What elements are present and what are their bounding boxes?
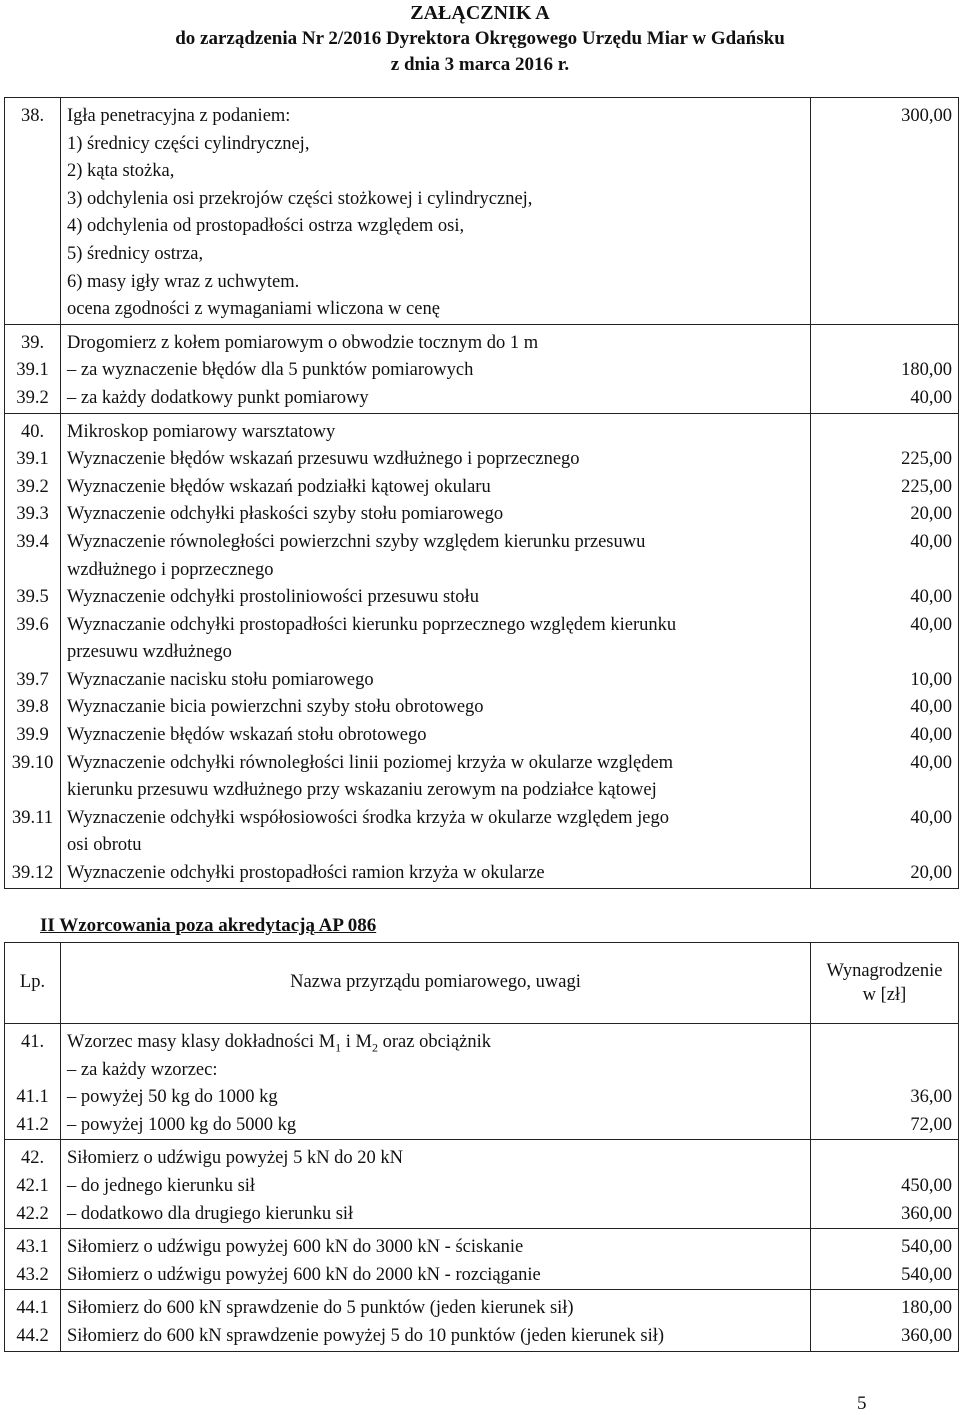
lp-line: 43.1 xyxy=(16,1237,49,1258)
lp-line: 38. xyxy=(20,106,45,126)
lp-line: 41. xyxy=(20,1032,45,1052)
desc-line xyxy=(67,1029,804,1057)
fee-line: 40,00 xyxy=(910,387,952,408)
cell-lp xyxy=(5,1024,61,1140)
desc-line: – za każdy dodatkowy punkt pomiarowy xyxy=(67,387,369,408)
cell-fee xyxy=(811,413,959,888)
desc-line: Igła penetracyjna z podaniem: xyxy=(67,106,291,126)
fee-line: 40,00 xyxy=(910,752,952,773)
desc-line: Siłomierz do 600 kN sprawdzenie powyżej 5 do 10 punktów (jeden kierunek sił) xyxy=(67,1325,665,1346)
desc-line: Wyznaczenie równoległości powierzchni szyby względem kierunku przesuwu xyxy=(67,531,646,552)
fee-line: 225,00 xyxy=(901,476,952,497)
desc-line: Wyznaczanie nacisku stołu pomiarowego xyxy=(67,669,374,690)
fee-line: 20,00 xyxy=(910,863,952,884)
desc-sub: 1 xyxy=(335,1040,342,1055)
fee-line: 36,00 xyxy=(910,1087,952,1108)
lp-line: 41.2 xyxy=(16,1114,49,1135)
desc-line: – za wyznaczenie błędów dla 5 punktów pomiarowych xyxy=(67,360,474,381)
lp-line: 41.1 xyxy=(16,1087,49,1108)
desc-line: kierunku przesuwu wzdłużnego przy wskazaniu zerowym na podziałce kątowej xyxy=(67,780,657,801)
cell-lp xyxy=(5,98,61,325)
lp-line: 39.2 xyxy=(16,387,49,408)
fee-line xyxy=(817,557,952,585)
lp-line: 44.1 xyxy=(16,1298,49,1319)
desc-line: – powyżej 50 kg do 1000 kg xyxy=(67,1087,278,1108)
desc-line: Siłomierz o udźwigu powyżej 600 kN do 3000 kN - ściskanie xyxy=(67,1237,524,1258)
desc-line: 4) odchylenia od prostopadłości ostrza względem osi, xyxy=(67,216,465,237)
desc-line: Wyznaczanie odchyłki prostopadłości kierunku poprzecznego względem kierunku xyxy=(67,614,677,635)
cell-description xyxy=(61,413,811,888)
desc-line: – do jednego kierunku sił xyxy=(67,1175,256,1196)
desc-line: Wyznaczanie bicia powierzchni szyby stołu obrotowego xyxy=(67,697,484,718)
fee-line: 540,00 xyxy=(901,1237,952,1258)
desc-line: Wyznaczenie błędów wskazań stołu obrotowego xyxy=(67,725,427,746)
fee-line: 540,00 xyxy=(901,1264,952,1285)
column-header-fee-line2: w [zł] xyxy=(862,985,907,1005)
cell-fee xyxy=(811,98,959,325)
desc-line: – dodatkowo dla drugiego kierunku sił xyxy=(67,1203,354,1224)
document-header xyxy=(0,0,960,78)
lp-line: 42. xyxy=(20,1148,45,1169)
lp-line: 39.4 xyxy=(16,531,49,552)
fee-line xyxy=(817,330,952,358)
lp-line: 39.5 xyxy=(16,587,49,608)
desc-text: i M xyxy=(341,1032,373,1052)
desc-line: Siłomierz o udźwigu powyżej 5 kN do 20 kN xyxy=(67,1148,404,1169)
column-header-fee xyxy=(811,943,959,1024)
cell-fee xyxy=(811,1140,959,1229)
desc-line: 2) kąta stożka, xyxy=(67,161,175,182)
cell-fee xyxy=(811,1290,959,1351)
table-row xyxy=(5,324,959,413)
cell-description xyxy=(61,1140,811,1229)
lp-line: 39.10 xyxy=(11,752,54,773)
fee-line xyxy=(817,1057,952,1085)
fee-line: 10,00 xyxy=(910,669,952,690)
fee-line: 225,00 xyxy=(901,449,952,470)
fee-line: 180,00 xyxy=(901,360,952,381)
desc-line: – powyżej 1000 kg do 5000 kg xyxy=(67,1114,297,1135)
lp-line: 39.8 xyxy=(16,697,49,718)
cell-description xyxy=(61,98,811,325)
lp-line: 39.11 xyxy=(12,807,53,828)
desc-line: osi obrotu xyxy=(67,835,142,856)
cell-lp xyxy=(5,1229,61,1290)
fee-line: 40,00 xyxy=(910,807,952,828)
lp-line: 42.1 xyxy=(16,1175,49,1196)
cell-lp xyxy=(5,324,61,413)
lp-line: 40. xyxy=(20,421,45,442)
desc-line: Wyznaczenie odchyłki współosiowości środka krzyża w okularze względem jego xyxy=(67,807,669,828)
desc-line: Wyznaczenie błędów wskazań podziałki kątowej okularu xyxy=(67,476,491,497)
fee-line: 40,00 xyxy=(910,697,952,718)
fee-line: 360,00 xyxy=(901,1325,952,1346)
lp-line: 39.2 xyxy=(16,476,49,497)
desc-line: – za każdy wzorzec: xyxy=(67,1059,218,1080)
fee-line: 20,00 xyxy=(910,504,952,525)
fee-line: 360,00 xyxy=(901,1203,952,1224)
lp-line: 39.12 xyxy=(11,863,54,884)
desc-sub: 2 xyxy=(372,1040,379,1055)
column-header-fee-line1: Wynagrodzenie xyxy=(826,961,943,981)
desc-line: Mikroskop pomiarowy warsztatowy xyxy=(67,421,336,442)
annex-title: ZAŁĄCZNIK A xyxy=(410,2,550,24)
fee-line: 300,00 xyxy=(901,106,952,126)
desc-line: 1) średnicy części cylindrycznej, xyxy=(67,133,310,154)
lp-line: 39.1 xyxy=(16,360,49,381)
lp-line xyxy=(11,639,54,667)
fee-line: 450,00 xyxy=(901,1175,952,1196)
desc-line: Wyznaczenie błędów wskazań przesuwu wzdłużnego i poprzecznego xyxy=(67,449,580,470)
desc-line: 3) odchylenia osi przekrojów części stożkowej i cylindrycznej, xyxy=(67,188,533,209)
fee-line xyxy=(817,1029,952,1057)
page-number: 5 xyxy=(857,1393,867,1414)
cell-description xyxy=(61,1229,811,1290)
cell-fee xyxy=(811,1229,959,1290)
desc-line: Wyznaczenie odchyłki prostopadłości ramion krzyża w okularze xyxy=(67,863,545,884)
lp-line: 43.2 xyxy=(16,1264,49,1285)
desc-line: wzdłużnego i poprzecznego xyxy=(67,559,274,580)
annex-subtitle: do zarządzenia Nr 2/2016 Dyrektora Okręgowego Urzędu Miar w Gdańsku xyxy=(175,28,785,49)
lp-line: 39.1 xyxy=(16,449,49,470)
fee-line: 40,00 xyxy=(910,614,952,635)
fee-line xyxy=(817,777,952,805)
table-row xyxy=(5,1290,959,1351)
desc-line: Drogomierz z kołem pomiarowym o obwodzie tocznym do 1 m xyxy=(67,332,539,353)
cell-description xyxy=(61,1290,811,1351)
desc-line: Siłomierz do 600 kN sprawdzenie do 5 punktów (jeden kierunek sił) xyxy=(67,1298,574,1319)
fee-line: 40,00 xyxy=(910,725,952,746)
desc-line: 5) średnicy ostrza, xyxy=(67,243,204,264)
lp-line: 44.2 xyxy=(16,1325,49,1346)
desc-line: ocena zgodności z wymaganiami wliczona w cenę xyxy=(67,299,440,320)
cell-fee xyxy=(811,324,959,413)
fee-line xyxy=(817,419,952,447)
fee-line xyxy=(817,639,952,667)
table-row xyxy=(5,1229,959,1290)
lp-line xyxy=(11,1057,54,1085)
cell-lp xyxy=(5,413,61,888)
table-row xyxy=(5,413,959,888)
lp-line: 39.6 xyxy=(16,614,49,635)
table-row xyxy=(5,1140,959,1229)
cell-fee xyxy=(811,1024,959,1140)
desc-text: Wzorzec masy klasy dokładności M xyxy=(67,1032,336,1052)
lp-line: 39. xyxy=(20,332,45,353)
lp-line: 39.7 xyxy=(16,669,49,690)
lp-line xyxy=(11,832,54,860)
fee-table-1 xyxy=(4,97,959,889)
desc-line: przesuwu wzdłużnego xyxy=(67,642,232,663)
annex-date: z dnia 3 marca 2016 r. xyxy=(390,54,570,75)
desc-line: 6) masy igły wraz z uchwytem. xyxy=(67,271,300,292)
lp-line: 39.9 xyxy=(16,725,49,746)
fee-table-2 xyxy=(4,942,959,1352)
fee-line xyxy=(817,1145,952,1173)
fee-line: 40,00 xyxy=(910,531,952,552)
desc-line: Siłomierz o udźwigu powyżej 600 kN do 2000 kN - rozciąganie xyxy=(67,1264,541,1285)
desc-line: Wyznaczenie odchyłki płaskości szyby stołu pomiarowego xyxy=(67,504,504,525)
table-row xyxy=(5,98,959,325)
column-header-name: Nazwa przyrządu pomiarowego, uwagi xyxy=(61,943,811,1024)
table-header-row xyxy=(5,943,959,1024)
desc-text: oraz obciążnik xyxy=(378,1032,492,1052)
section-2-title: II Wzorcowania poza akredytacją AP 086 xyxy=(40,915,377,936)
cell-description xyxy=(61,1024,811,1140)
column-header-lp: Lp. xyxy=(5,943,61,1024)
lp-line xyxy=(11,557,54,585)
fee-line xyxy=(817,832,952,860)
desc-line: Wyznaczenie odchyłki prostoliniowości przesuwu stołu xyxy=(67,587,479,608)
desc-line: Wyznaczenie odchyłki równoległości linii poziomej krzyża w okularze względem xyxy=(67,752,674,773)
table-row xyxy=(5,1024,959,1140)
cell-lp xyxy=(5,1290,61,1351)
lp-line: 39.3 xyxy=(16,504,49,525)
fee-line: 72,00 xyxy=(910,1114,952,1135)
fee-line: 40,00 xyxy=(910,587,952,608)
fee-line: 180,00 xyxy=(901,1298,952,1319)
lp-line xyxy=(11,777,54,805)
lp-line: 42.2 xyxy=(16,1203,49,1224)
cell-lp xyxy=(5,1140,61,1229)
cell-description xyxy=(61,324,811,413)
